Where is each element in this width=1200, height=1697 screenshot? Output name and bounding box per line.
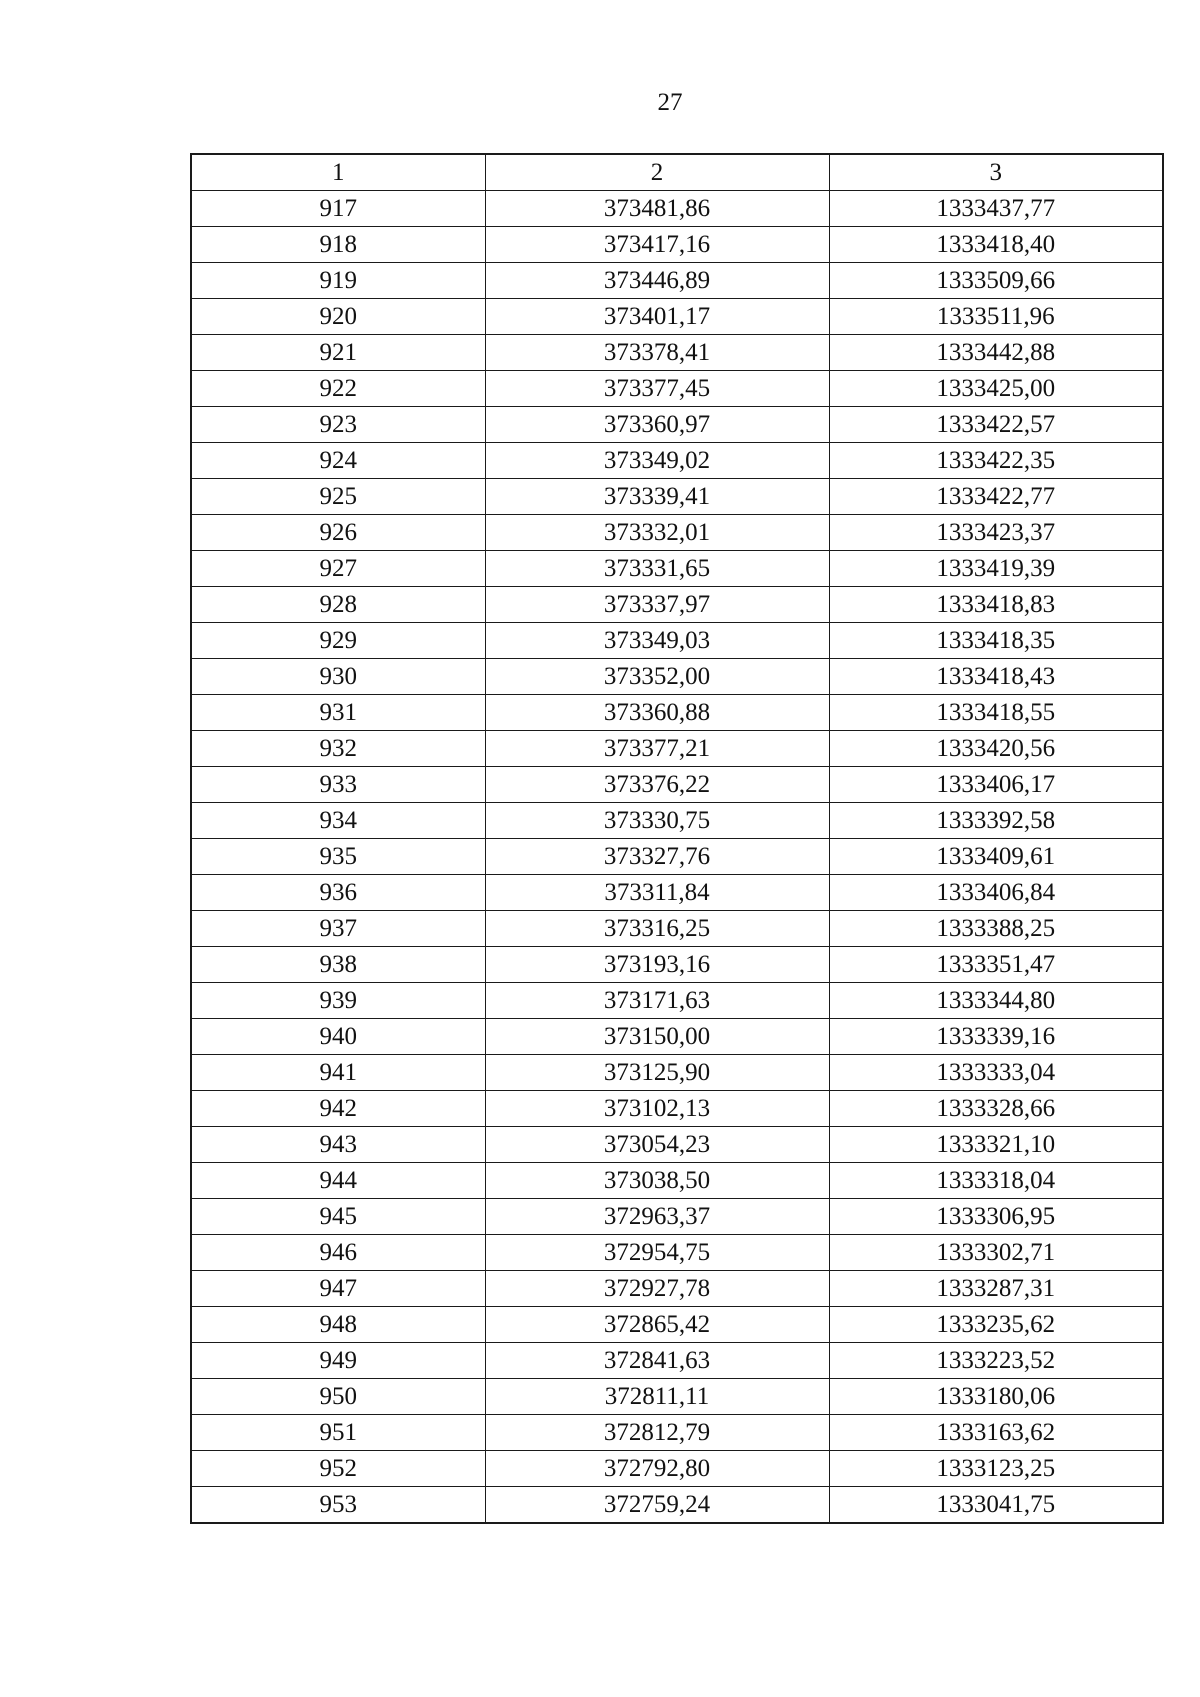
y-coordinate-cell: 1333406,17 [829,767,1163,803]
y-coordinate-cell: 1333418,55 [829,695,1163,731]
table-row [191,1091,1163,1127]
x-coordinate-cell: 373349,03 [485,623,829,659]
point-number-cell: 933 [191,767,485,803]
header-row [191,154,1163,191]
point-number-cell: 949 [191,1343,485,1379]
x-coordinate-cell: 373337,97 [485,587,829,623]
table-row [191,191,1163,227]
y-coordinate-cell: 1333392,58 [829,803,1163,839]
x-coordinate-cell: 373378,41 [485,335,829,371]
y-coordinate-cell: 1333328,66 [829,1091,1163,1127]
x-coordinate-cell: 372963,37 [485,1199,829,1235]
y-coordinate-cell: 1333223,52 [829,1343,1163,1379]
point-number-cell: 935 [191,839,485,875]
point-number-cell: 942 [191,1091,485,1127]
table-row [191,1271,1163,1307]
x-coordinate-cell: 373054,23 [485,1127,829,1163]
y-coordinate-cell: 1333351,47 [829,947,1163,983]
y-coordinate-cell: 1333306,95 [829,1199,1163,1235]
y-coordinate-cell: 1333123,25 [829,1451,1163,1487]
point-number-cell: 917 [191,191,485,227]
point-number-cell: 950 [191,1379,485,1415]
x-coordinate-cell: 373417,16 [485,227,829,263]
point-number-cell: 941 [191,1055,485,1091]
y-coordinate-cell: 1333420,56 [829,731,1163,767]
y-coordinate-cell: 1333302,71 [829,1235,1163,1271]
x-coordinate-cell: 372841,63 [485,1343,829,1379]
x-coordinate-cell: 373125,90 [485,1055,829,1091]
point-number-cell: 925 [191,479,485,515]
x-coordinate-cell: 373377,21 [485,731,829,767]
point-number-cell: 936 [191,875,485,911]
y-coordinate-cell: 1333418,43 [829,659,1163,695]
table-row [191,551,1163,587]
table-row [191,767,1163,803]
x-coordinate-cell: 373331,65 [485,551,829,587]
table-row [191,1127,1163,1163]
table-header [191,154,1163,191]
table-row [191,911,1163,947]
point-number-cell: 943 [191,1127,485,1163]
coordinates-table [190,153,1164,1524]
table-row [191,479,1163,515]
point-number-cell: 923 [191,407,485,443]
table-row [191,1307,1163,1343]
table-row [191,263,1163,299]
x-coordinate-cell: 373330,75 [485,803,829,839]
x-coordinate-cell: 373377,45 [485,371,829,407]
x-coordinate-cell: 373102,13 [485,1091,829,1127]
point-number-cell: 951 [191,1415,485,1451]
column-header-1: 1 [191,154,485,191]
table-row [191,1163,1163,1199]
x-coordinate-cell: 373038,50 [485,1163,829,1199]
point-number-cell: 952 [191,1451,485,1487]
x-coordinate-cell: 373360,97 [485,407,829,443]
point-number-cell: 927 [191,551,485,587]
x-coordinate-cell: 373376,22 [485,767,829,803]
table-row [191,587,1163,623]
point-number-cell: 921 [191,335,485,371]
table-row [191,695,1163,731]
y-coordinate-cell: 1333321,10 [829,1127,1163,1163]
table-row [191,659,1163,695]
point-number-cell: 924 [191,443,485,479]
x-coordinate-cell: 373332,01 [485,515,829,551]
y-coordinate-cell: 1333418,83 [829,587,1163,623]
table-row [191,1343,1163,1379]
x-coordinate-cell: 373150,00 [485,1019,829,1055]
x-coordinate-cell: 373311,84 [485,875,829,911]
table-row [191,1415,1163,1451]
page-number: 27 [657,89,683,116]
y-coordinate-cell: 1333425,00 [829,371,1163,407]
x-coordinate-cell: 373316,25 [485,911,829,947]
table-row [191,335,1163,371]
y-coordinate-cell: 1333163,62 [829,1415,1163,1451]
x-coordinate-cell: 372811,11 [485,1379,829,1415]
table-row [191,983,1163,1019]
y-coordinate-cell: 1333422,35 [829,443,1163,479]
y-coordinate-cell: 1333422,77 [829,479,1163,515]
point-number-cell: 939 [191,983,485,1019]
point-number-cell: 919 [191,263,485,299]
table-row [191,623,1163,659]
table-row [191,1019,1163,1055]
table-row [191,1379,1163,1415]
point-number-cell: 948 [191,1307,485,1343]
table-row [191,1451,1163,1487]
y-coordinate-cell: 1333388,25 [829,911,1163,947]
y-coordinate-cell: 1333180,06 [829,1379,1163,1415]
x-coordinate-cell: 373401,17 [485,299,829,335]
table-row [191,839,1163,875]
table-row [191,443,1163,479]
table-row [191,1235,1163,1271]
table-row [191,227,1163,263]
x-coordinate-cell: 373481,86 [485,191,829,227]
table-row [191,407,1163,443]
x-coordinate-cell: 373360,88 [485,695,829,731]
y-coordinate-cell: 1333409,61 [829,839,1163,875]
x-coordinate-cell: 373339,41 [485,479,829,515]
y-coordinate-cell: 1333344,80 [829,983,1163,1019]
y-coordinate-cell: 1333406,84 [829,875,1163,911]
point-number-cell: 945 [191,1199,485,1235]
point-number-cell: 932 [191,731,485,767]
point-number-cell: 940 [191,1019,485,1055]
table-row [191,947,1163,983]
point-number-cell: 918 [191,227,485,263]
y-coordinate-cell: 1333509,66 [829,263,1163,299]
y-coordinate-cell: 1333422,57 [829,407,1163,443]
y-coordinate-cell: 1333339,16 [829,1019,1163,1055]
x-coordinate-cell: 372792,80 [485,1451,829,1487]
point-number-cell: 929 [191,623,485,659]
x-coordinate-cell: 372759,24 [485,1487,829,1524]
y-coordinate-cell: 1333287,31 [829,1271,1163,1307]
point-number-cell: 931 [191,695,485,731]
x-coordinate-cell: 373349,02 [485,443,829,479]
point-number-cell: 928 [191,587,485,623]
table-row [191,803,1163,839]
y-coordinate-cell: 1333235,62 [829,1307,1163,1343]
point-number-cell: 926 [191,515,485,551]
point-number-cell: 946 [191,1235,485,1271]
y-coordinate-cell: 1333418,35 [829,623,1163,659]
x-coordinate-cell: 373171,63 [485,983,829,1019]
column-header-2: 2 [485,154,829,191]
y-coordinate-cell: 1333318,04 [829,1163,1163,1199]
table-row [191,515,1163,551]
y-coordinate-cell: 1333041,75 [829,1487,1163,1524]
table-body [191,191,1163,1524]
y-coordinate-cell: 1333423,37 [829,515,1163,551]
point-number-cell: 922 [191,371,485,407]
x-coordinate-cell: 372954,75 [485,1235,829,1271]
y-coordinate-cell: 1333333,04 [829,1055,1163,1091]
x-coordinate-cell: 372927,78 [485,1271,829,1307]
table-row [191,1487,1163,1524]
point-number-cell: 947 [191,1271,485,1307]
x-coordinate-cell: 373446,89 [485,263,829,299]
table-row [191,371,1163,407]
y-coordinate-cell: 1333442,88 [829,335,1163,371]
x-coordinate-cell: 373193,16 [485,947,829,983]
x-coordinate-cell: 372812,79 [485,1415,829,1451]
point-number-cell: 938 [191,947,485,983]
point-number-cell: 944 [191,1163,485,1199]
point-number-cell: 937 [191,911,485,947]
point-number-cell: 934 [191,803,485,839]
y-coordinate-cell: 1333437,77 [829,191,1163,227]
y-coordinate-cell: 1333419,39 [829,551,1163,587]
x-coordinate-cell: 372865,42 [485,1307,829,1343]
y-coordinate-cell: 1333511,96 [829,299,1163,335]
column-header-3: 3 [829,154,1163,191]
table-row [191,1199,1163,1235]
x-coordinate-cell: 373352,00 [485,659,829,695]
table-row [191,731,1163,767]
point-number-cell: 930 [191,659,485,695]
table-row [191,875,1163,911]
y-coordinate-cell: 1333418,40 [829,227,1163,263]
point-number-cell: 953 [191,1487,485,1524]
x-coordinate-cell: 373327,76 [485,839,829,875]
table-row [191,1055,1163,1091]
table-row [191,299,1163,335]
point-number-cell: 920 [191,299,485,335]
